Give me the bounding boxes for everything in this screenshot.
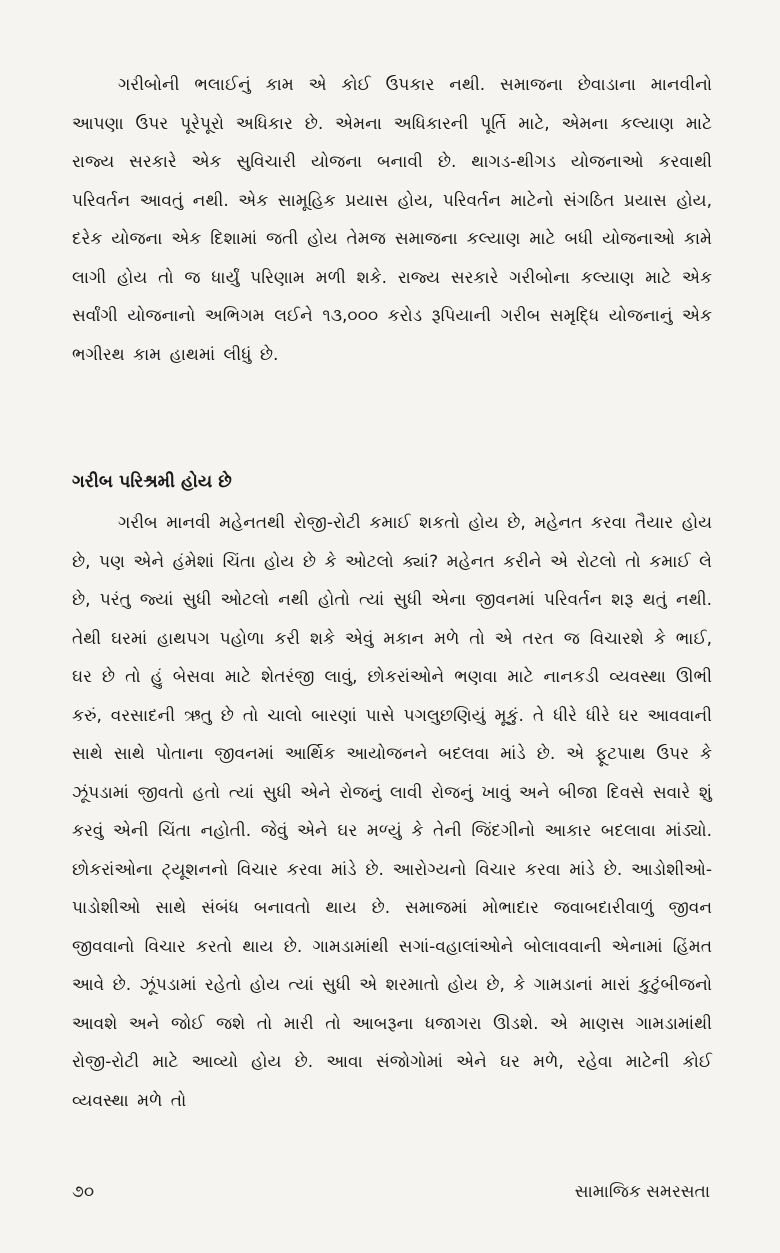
page-number: ૭૦ [72, 1182, 95, 1202]
section-heading: ગરીબ પરિશ્રમી હોય છે [72, 472, 232, 492]
section-body-paragraph: ગરીબ માનવી મહેનતથી રોજી-રોટી કમાઈ શકતો હોય છે, મહેનત કરવા તૈયાર હોય છે, પણ એને હંમેશાં ચિંતા હોય છે કે ઓટલો ક્યાં? મહેનત કરીને એ રોટલો તો કમાઈ લે છે, પરંતુ જ્યાં સુધી ઓટલો નથી હોતો ત્યાં સુધી એના જીવનમાં પરિવર્તન શરૂ થતું નથી. તેથી ઘરમાં હાથપગ પહોળા કરી શકે એવું મકાન મળે તો એ તરત જ વિચારશે કે ભાઈ, ઘર છે તો હું બેસવા માટે શેતરંજી લાવું, છોકરાંઓને ભણવા માટે નાનકડી વ્યવસ્થા ઊભી કરું, વરસાદની ઋતુ છે તો ચાલો બારણાં પાસે પગલુછણિયું મૂકું. તે ધીરે ધીરે ઘર આવવાની સાથે સાથે પોતાના જીવનમાં આર્થિક આયોજનને બદલવા માંડે છે. એ ફૂટપાથ ઉપર કે ઝૂંપડામાં જીવતો હતો ત્યાં સુધી એને રોજનું લાવી રોજનું ખાવું અને બીજા દિવસે સવારે શું કરવું એની ચિંતા નહોતી. જેવું એને ઘર મળ્યું કે તેની જિંદગીનો આકાર બદલાવા માંડ્યો. છોકરાંઓના ટ્યૂશનનો વિચાર કરવા માંડે છે. આરોગ્યનો વિચાર કરવા માંડે છે. આડોશીઓ-પાડોશીઓ સાથે સંબંધ બનાવતો થાય છે. સમાજમાં મોભાદાર જવાબદારીવાળું જીવન જીવવાનો વિચાર કરતો થાય છે. ગામડામાંથી સગાં-વહાલાંઓને બોલાવવાની એનામાં હિંમત આવે છે. ઝૂંપડામાં રહેતો હોય ત્યાં સુધી એ શરમાતો હોય છે, કે ગામડાનાં મારાં કુટુંબીજનો આવશે અને જોઈ જશે તો મારી તો આબરૂના ધજાગરા ઊડશે. એ માણસ ગામડામાંથી રોજી-રોટી માટે આવ્યો હોય છે. આવા સંજોગોમાં એને ઘર મળે, રહેવા માટેની કોઈ વ્યવસ્થા મળે તો [72, 513, 712, 1111]
running-footer-title: સામાજિક સમરસતા [574, 1182, 710, 1202]
intro-paragraph: ગરીબોની ભલાઈનું કામ એ કોઈ ઉપકાર નથી. સમાજના છેવાડાના માનવીનો આપણા ઉપર પૂરેપૂરો અધિકાર છે. એમના અધિકારની પૂર્તિ માટે, એમના કલ્યાણ માટે રાજ્ય સરકારે એક સુવિચારી યોજના બનાવી છે. થાગડ-થીગડ યોજનાઓ કરવાથી પરિવર્તન આવતું નથી. એક સામૂહિક પ્રયાસ હોય, પરિવર્તન માટેનો સંગઠિત પ્રયાસ હોય, દરેક યોજના એક દિશામાં જતી હોય તેમજ સમાજના કલ્યાણ માટે બધી યોજનાઓ કામે લાગી હોય તો જ ધાર્યું પરિણામ મળી શકે. રાજ્ય સરકારે ગરીબોના કલ્યાણ માટે એક સર્વાંગી યોજનાનો અભિગમ લઈને ૧૩,૦૦૦ કરોડ રૂપિયાની ગરીબ સમૃદ્ધિ યોજનાનું એક ભગીરથ કામ હાથમાં લીધું છે. [72, 75, 712, 365]
